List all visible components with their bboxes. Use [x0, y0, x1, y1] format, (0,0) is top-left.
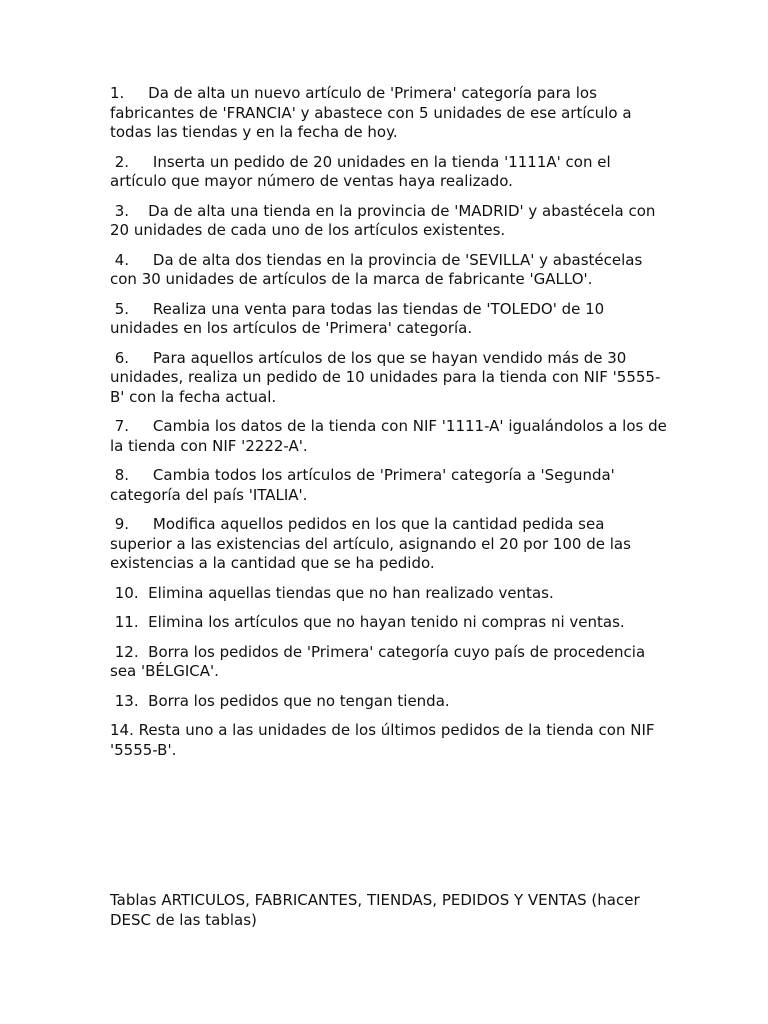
list-item — [110, 153, 670, 192]
item-number: 7. — [110, 417, 153, 435]
item-text: Borra los pedidos de 'Primera' categoría cuyo país de procedencia sea 'BÉLGICA'. — [110, 642, 646, 680]
item-text: Da de alta un nuevo artículo de 'Primera' categoría para los fabricantes de 'FRANCIA' y abastece con 5 unidades de ese artículo a todas las tiendas y en la fecha de hoy. — [110, 84, 632, 141]
list-item — [110, 692, 670, 712]
list-item — [110, 466, 670, 505]
exercise-list — [110, 84, 670, 770]
item-text: Para aquellos artículos de los que se hayan vendido más de 30 unidades, realiza un pedido de 10 unidades para la tienda con NIF '5555-B' con la fecha actual. — [110, 348, 661, 406]
item-number: 5. — [110, 299, 153, 318]
item-text: Cambia los datos de la tienda con NIF '1111-A' igualándolos a los de la tienda con NIF '2222-A'. — [110, 417, 667, 455]
item-text: Inserta un pedido de 20 unidades en la tienda '1111A' con el artículo que mayor número de ventas haya realizado. — [110, 152, 611, 190]
item-text: Cambia todos los artículos de 'Primera' categoría a 'Segunda' categoría del país 'ITALIA'. — [110, 466, 615, 504]
list-item — [110, 584, 670, 604]
item-text: Da de alta dos tiendas en la provincia de 'SEVILLA' y abastécelas con 30 unidades de artículos de la marca de fabricante 'GALLO'. — [110, 250, 643, 288]
item-number: 11. — [110, 613, 149, 631]
list-item — [110, 300, 670, 339]
item-number: 1. — [110, 84, 149, 102]
list-item — [110, 417, 670, 456]
list-item — [110, 721, 670, 760]
list-item — [110, 643, 670, 682]
list-item — [110, 202, 670, 241]
item-number: 12. — [110, 642, 149, 661]
list-item — [110, 613, 670, 633]
item-number: 4. — [110, 250, 153, 269]
item-number: 2. — [110, 152, 153, 171]
item-text: Resta uno a las unidades de los últimos pedidos de la tienda con NIF '5555-B'. — [110, 721, 655, 759]
item-text: Elimina los artículos que no hayan tenido ni compras ni ventas. — [148, 613, 625, 631]
item-number: 9. — [110, 515, 153, 533]
item-text: Elimina aquellas tiendas que no han realizado ventas. — [148, 583, 554, 602]
item-number: 13. — [110, 691, 149, 710]
item-number: 14. — [110, 721, 139, 739]
item-number: 10. — [110, 583, 149, 602]
item-number: 8. — [110, 466, 153, 484]
item-number: 6. — [110, 348, 153, 367]
item-text: Borra los pedidos que no tengan tienda. — [148, 691, 450, 710]
item-number: 3. — [110, 201, 149, 220]
list-item — [110, 84, 670, 143]
item-text: Realiza una venta para todas las tiendas de 'TOLEDO' de 10 unidades en los artículos de 'Primera' categoría. — [110, 299, 605, 337]
list-item — [110, 515, 670, 574]
item-text: Da de alta una tienda en la provincia de 'MADRID' y abastécela con 20 unidades de cada uno de los artículos existentes. — [110, 201, 656, 239]
item-text: Modifica aquellos pedidos en los que la cantidad pedida sea superior a las existencias del artículo, asignando el 20 por 100 de las existencias a la cantidad que se ha pedido. — [110, 515, 631, 572]
list-item — [110, 349, 670, 408]
list-item — [110, 251, 670, 290]
tables-note: Tablas ARTICULOS, FABRICANTES, TIENDAS, PEDIDOS Y VENTAS (hacer DESC de las tablas) — [110, 891, 640, 929]
